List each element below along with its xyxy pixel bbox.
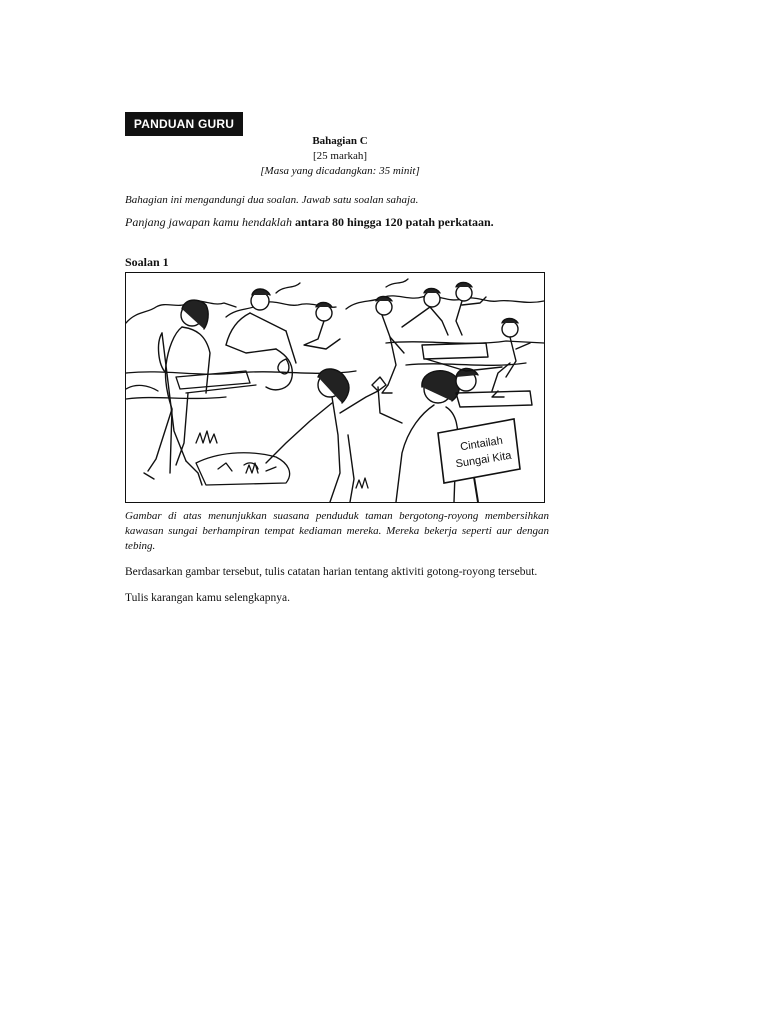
sign-board — [438, 419, 520, 502]
task-line-2: Tulis karangan kamu selengkapnya. — [125, 592, 291, 604]
illustration-drawing — [126, 273, 544, 502]
instruction-italic-part: Panjang jawapan kamu hendaklah — [125, 215, 292, 229]
instruction-bold-part: antara 80 hingga 120 patah perkataan. — [294, 215, 494, 229]
illustration — [125, 272, 545, 503]
time-label: [Masa yang dicadangkan: 35 minit] — [260, 165, 420, 177]
sign-line-1: Cintailah — [459, 434, 504, 454]
instruction-line-2 — [125, 215, 494, 230]
marks-label: [25 markah] — [312, 150, 368, 162]
figure-caption: Gambar di atas menunjukkan suasana penduduk taman bergotong-royong membersihkan kawasan sungai berhampiran tempat kediaman mereka. Mereka bekerja seperti aur dengan tebing. — [125, 510, 549, 552]
instruction-line-1: Bahagian ini mengandungi dua soalan. Jawab satu soalan sahaja. — [125, 194, 419, 206]
question-label: Soalan 1 — [125, 255, 169, 269]
section-title: Bahagian C — [312, 135, 368, 147]
task-line-1: Berdasarkan gambar tersebut, tulis catatan harian tentang aktiviti gotong-royong tersebut. — [125, 566, 538, 578]
sign-line-2: Sungai Kita — [454, 449, 513, 471]
section-badge: PANDUAN GURU — [125, 112, 243, 136]
